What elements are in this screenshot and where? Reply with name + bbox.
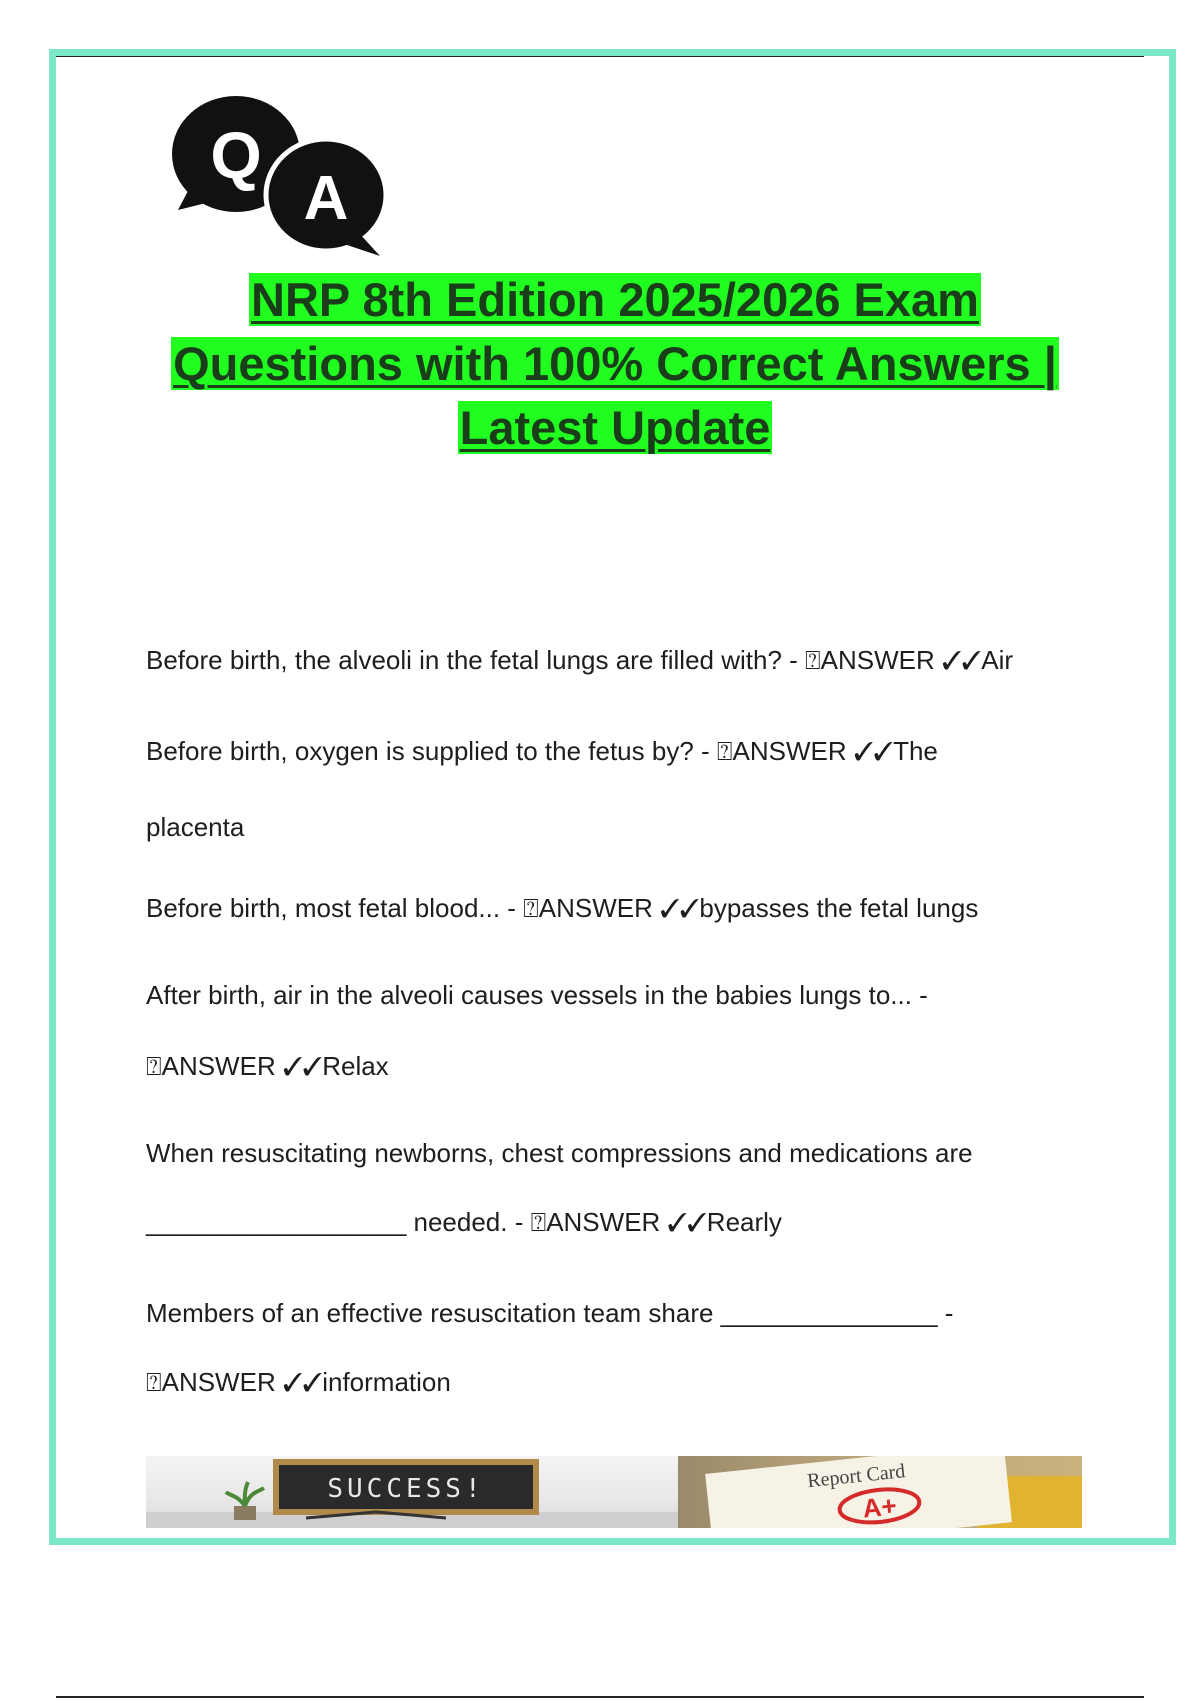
- promo-banner: [146, 1456, 1082, 1528]
- qa-line: __________________ needed. - ⍰ANSWER ✓✓Rearly: [146, 1207, 782, 1237]
- qa-line: ⍰ANSWER ✓✓information: [146, 1367, 451, 1397]
- qa-line: ⍰ANSWER ✓✓Relax: [146, 1051, 389, 1081]
- qa-item-5: [146, 1138, 1106, 1239]
- svg-text:A+: A+: [861, 1490, 899, 1524]
- report-card: [705, 1456, 1012, 1528]
- qa-logo-icon: [168, 92, 408, 262]
- bottom-rule: [56, 1696, 1144, 1698]
- svg-text:SUCCESS!: SUCCESS!: [327, 1474, 485, 1504]
- svg-text:Q: Q: [210, 118, 262, 192]
- document-title: [110, 268, 1120, 460]
- a-bubble-icon: [266, 139, 386, 256]
- svg-text:A: A: [303, 164, 349, 233]
- report-card-image: [678, 1456, 1082, 1528]
- success-sign: [276, 1462, 536, 1512]
- title-line-3: Latest Update: [459, 401, 771, 454]
- qa-line: Before birth, oxygen is supplied to the fetus by? - ⍰ANSWER ✓✓The: [146, 736, 938, 766]
- qa-line: Members of an effective resuscitation team share _______________ -: [146, 1298, 954, 1328]
- success-image: [146, 1456, 678, 1528]
- qa-item-2: [146, 736, 1106, 843]
- svg-text:Report Card: Report Card: [806, 1460, 907, 1493]
- qa-line: When resuscitating newborns, chest compressions and medications are: [146, 1138, 973, 1168]
- qa-item-1: [146, 645, 1106, 677]
- title-line-1: NRP 8th Edition 2025/2026 Exam: [251, 273, 979, 326]
- title-line-2: Questions with 100% Correct Answers |: [173, 337, 1057, 390]
- qa-item-3: [146, 893, 1106, 925]
- qa-line: After birth, air in the alveoli causes vessels in the babies lungs to... -: [146, 980, 928, 1010]
- qa-line: Before birth, the alveoli in the fetal lungs are filled with? - ⍰ANSWER ✓✓Air: [146, 645, 1014, 675]
- qa-line: Before birth, most fetal blood... - ⍰ANSWER ✓✓bypasses the fetal lungs: [146, 893, 979, 923]
- qa-item-4: [146, 980, 1106, 1083]
- qa-line: placenta: [146, 812, 245, 842]
- qa-item-6: [146, 1298, 1106, 1399]
